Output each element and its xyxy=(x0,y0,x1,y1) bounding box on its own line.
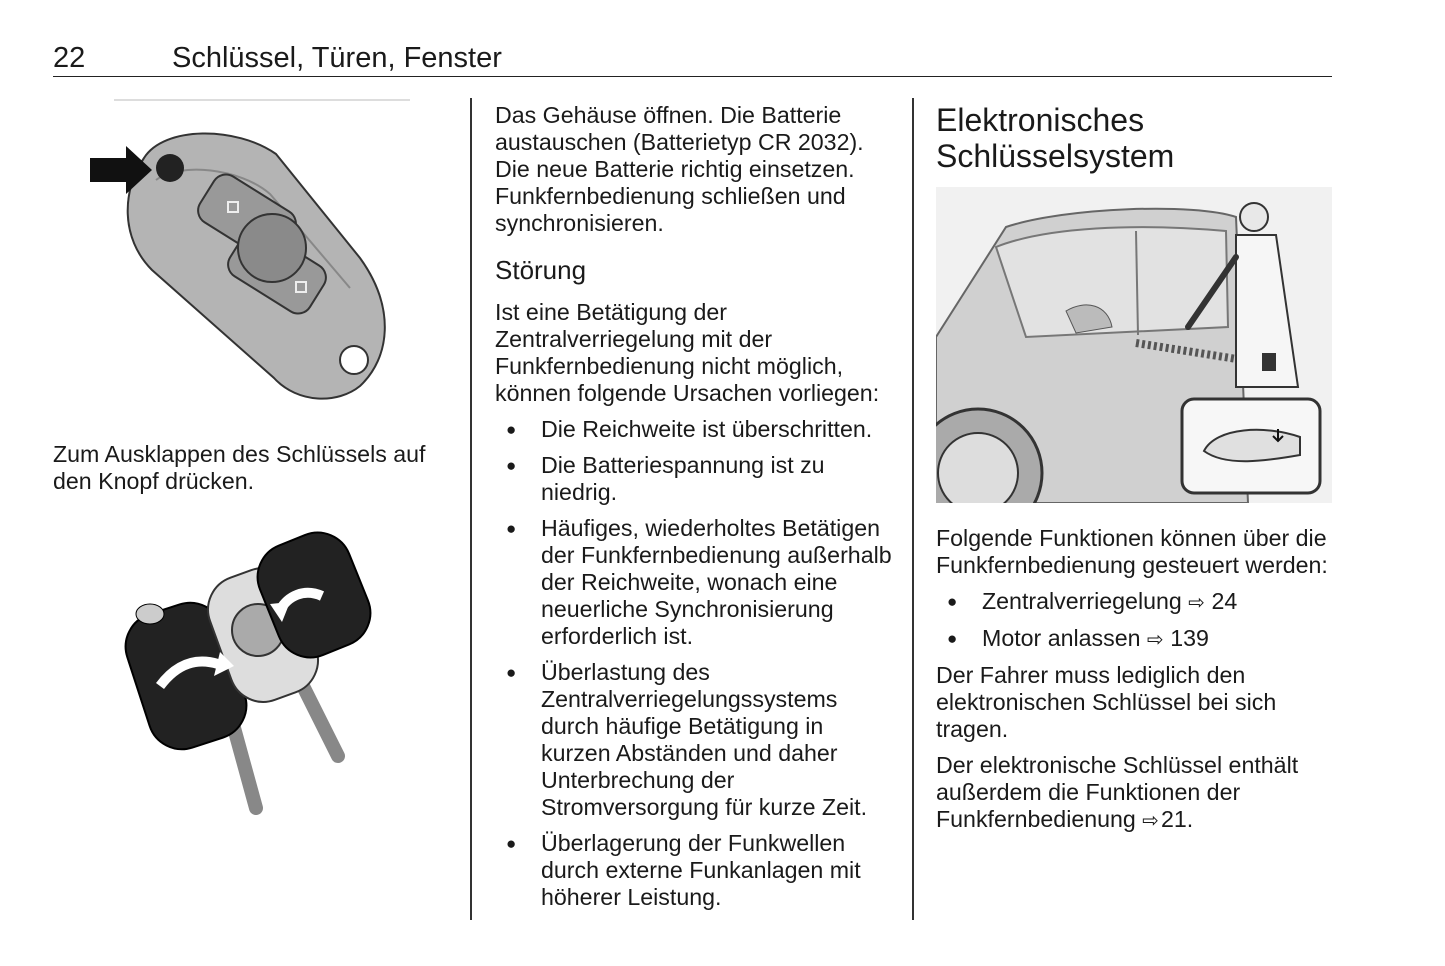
page-header xyxy=(53,38,1332,77)
list-item: ● Zentralverriegelung ⇨ 24 xyxy=(936,588,1336,616)
page-reference-arrow-icon: ⇨ xyxy=(1188,590,1205,614)
list-item: ● Häufiges, wiederholtes Betätigen der Funkfernbedienung außerhalb der Reichweite, wonach eine neuerliche Synchronisierung erforderlich ist. xyxy=(495,515,893,650)
electronic-key-heading: Elektronisches Schlüsselsystem xyxy=(936,102,1175,174)
column-1 xyxy=(53,441,455,504)
section-title: Schlüssel, Türen, Fenster xyxy=(172,42,502,74)
list-item: ● Überlagerung der Funkwellen durch externe Funkanlagen mit höherer Leistung. xyxy=(495,830,893,911)
functions-list xyxy=(936,588,1336,653)
list-item: ● Die Reichweite ist überschritten. xyxy=(495,416,893,443)
column-2 xyxy=(495,102,893,920)
key-battery-replacement-illustration xyxy=(108,526,378,816)
page-reference[interactable]: 139 xyxy=(1170,625,1209,651)
list-item: ● Die Batteriespannung ist zu niedrig. xyxy=(495,452,893,506)
list-item: ● Überlastung des Zentralverriegelungssystems durch häufige Betätigung in kurzen Abständen und daher Unterbrechung der Stromversorgung für kurze Zeit. xyxy=(495,659,893,821)
list-item: ● Motor anlassen ⇨ 139 xyxy=(936,625,1336,653)
functions-intro: Folgende Funktionen können über die Funkfernbedienung gesteuert werden: xyxy=(936,525,1328,578)
page-reference-arrow-icon: ⇨ xyxy=(1142,808,1160,832)
battery-instructions: Das Gehäuse öffnen. Die Batterie austauschen (Batterietyp CR 2032). Die neue Batterie richtig einsetzen. Funkfernbedienung schließen und synchronisieren. xyxy=(495,102,864,236)
key-functions-note: Der elektronische Schlüssel enthält außerdem die Funktionen der Funkfernbedienung ⇨ 21. xyxy=(936,752,1299,832)
malfunction-intro: Ist eine Betätigung der Zentralverriegelung mit der Funkfernbedienung nicht möglich, können folgende Ursachen vorliegen: xyxy=(495,299,880,406)
page-reference[interactable]: 24 xyxy=(1211,588,1238,614)
column-divider xyxy=(912,98,914,920)
key-fold-button-illustration xyxy=(60,98,420,408)
keyless-entry-car-illustration xyxy=(936,187,1332,503)
malfunction-causes-list xyxy=(495,416,893,911)
column-divider xyxy=(470,98,472,920)
malfunction-heading: Störung xyxy=(495,255,587,285)
page-reference-arrow-icon: ⇨ xyxy=(1146,627,1164,651)
page-reference[interactable]: 21 xyxy=(1160,806,1187,832)
key-unfold-caption: Zum Ausklappen des Schlüssels auf den Knopf drücken. xyxy=(53,441,426,494)
driver-key-note: Der Fahrer muss lediglich den elektronischen Schlüssel bei sich tragen. xyxy=(936,662,1277,742)
column-3 xyxy=(936,102,1336,174)
page-number: 22 xyxy=(53,42,86,74)
column-3-text xyxy=(936,525,1336,843)
